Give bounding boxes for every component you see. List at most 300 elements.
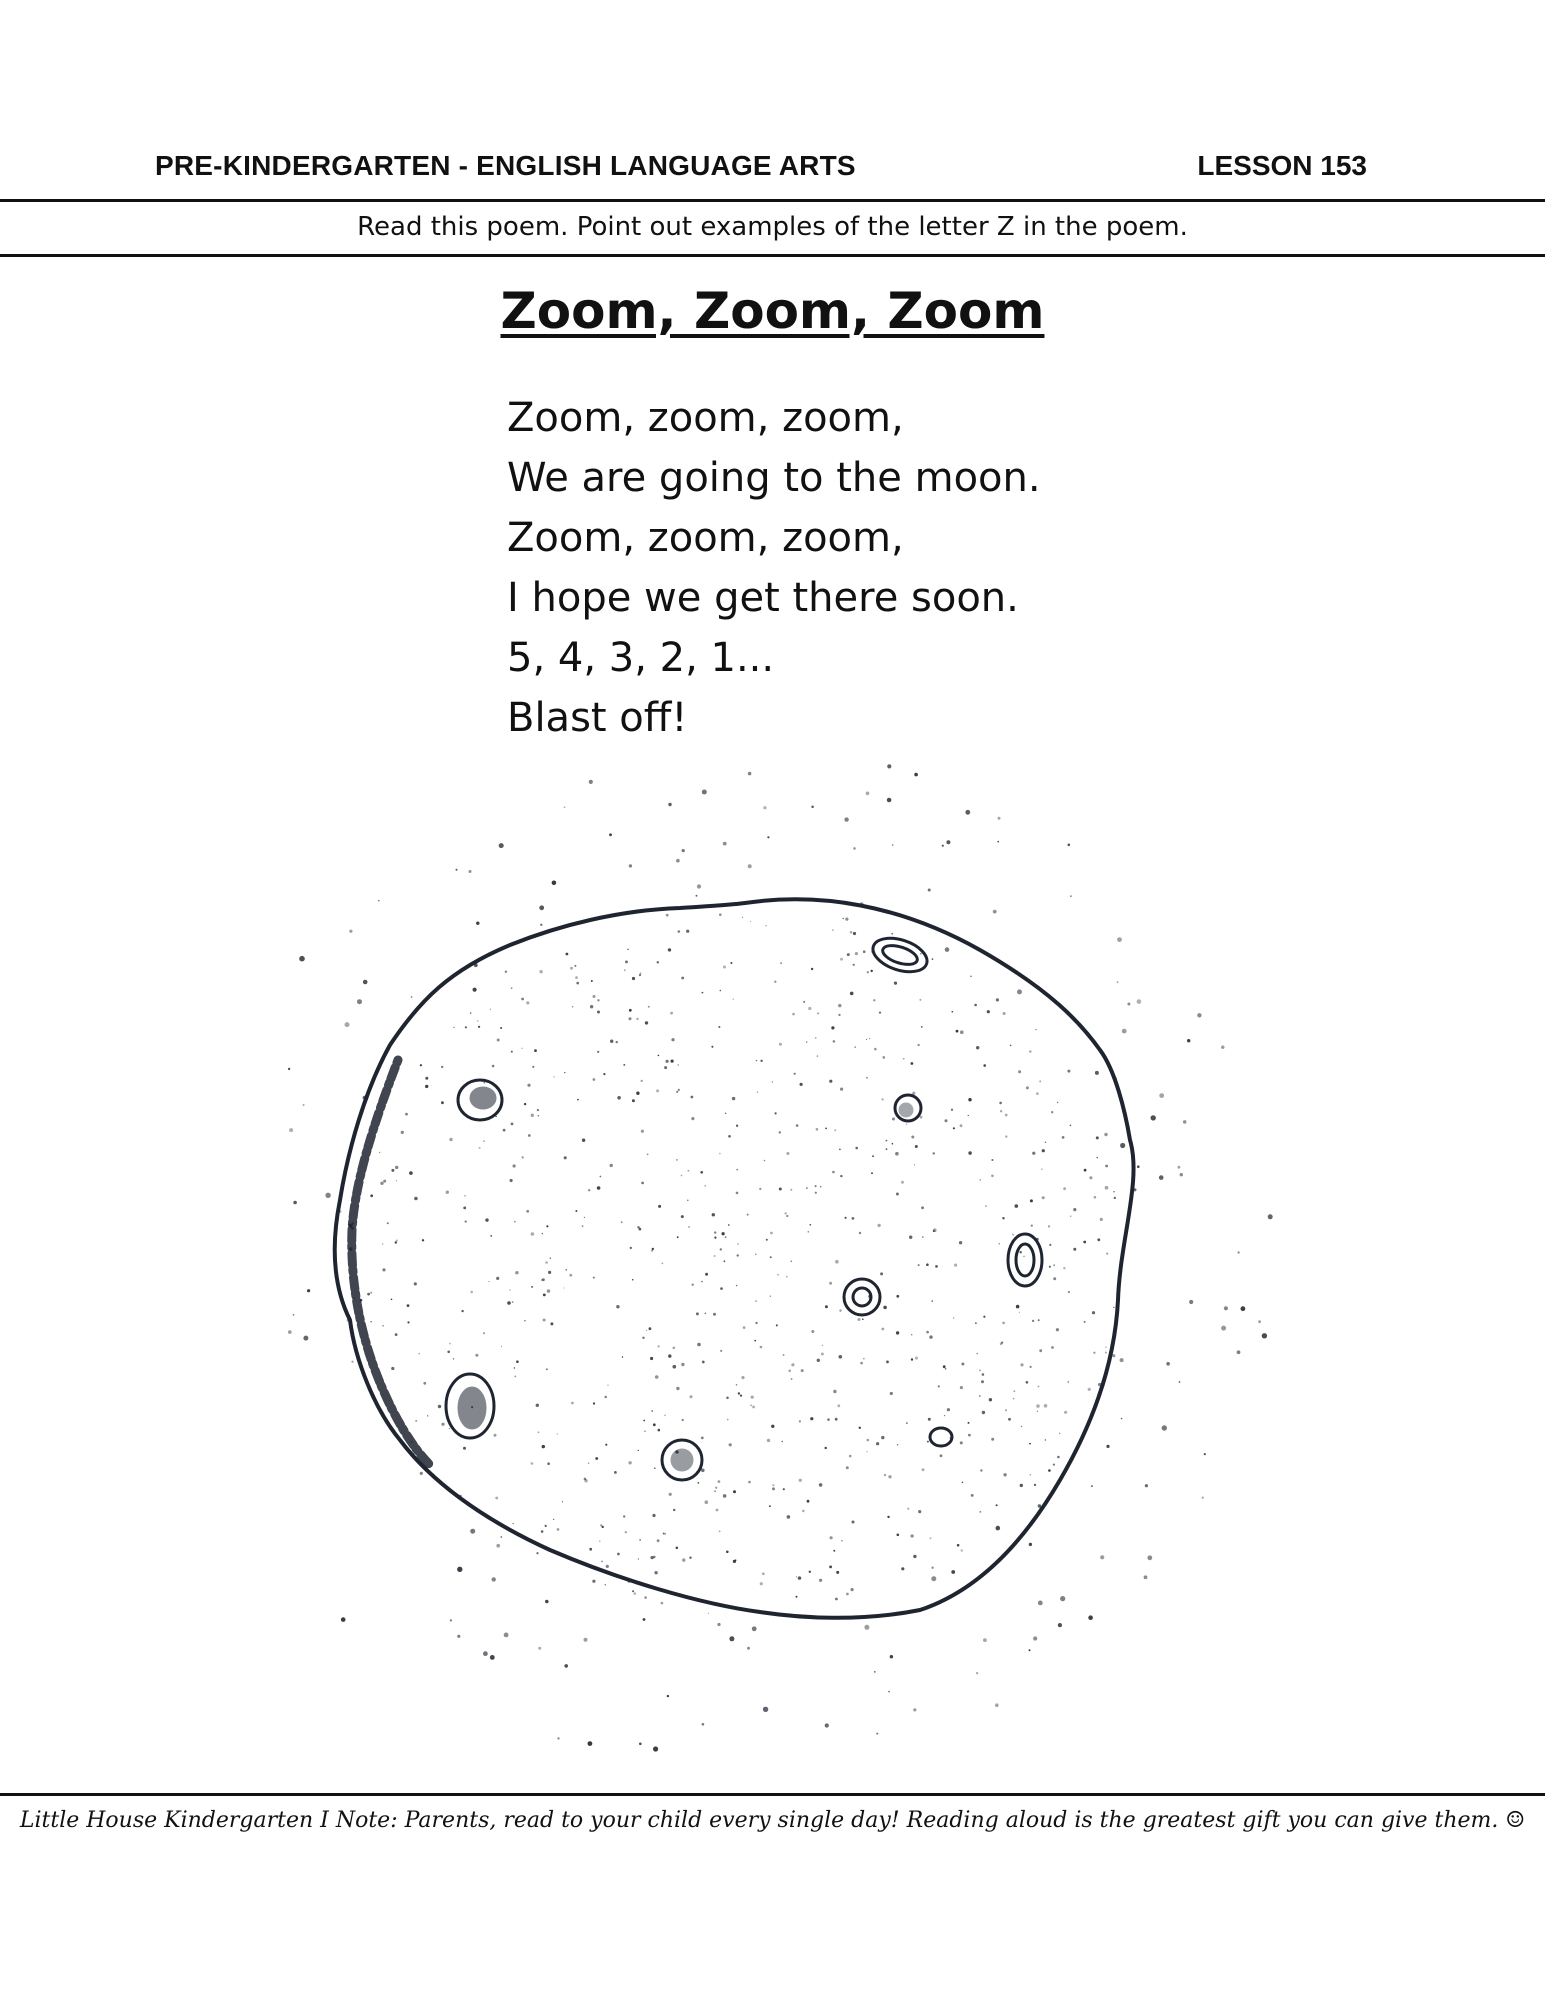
speckle xyxy=(638,1558,639,1559)
speckle xyxy=(483,1332,485,1334)
speckle xyxy=(846,1466,849,1469)
speckle xyxy=(730,962,732,964)
speckle xyxy=(796,1576,797,1577)
speckle xyxy=(636,1018,638,1020)
speckle xyxy=(757,1092,758,1093)
speckle xyxy=(1106,1253,1108,1255)
speckle xyxy=(492,1065,495,1068)
speckle xyxy=(956,1030,959,1033)
speckle xyxy=(775,1112,777,1114)
speckle xyxy=(697,1482,699,1484)
speckle xyxy=(666,914,669,917)
speckle xyxy=(671,1060,674,1063)
speckle xyxy=(545,1261,548,1264)
speckle xyxy=(897,1534,900,1537)
speckle xyxy=(1020,1363,1023,1366)
speckle xyxy=(995,1703,999,1707)
speckle xyxy=(1144,1575,1148,1579)
speckle xyxy=(288,1068,290,1070)
speckle xyxy=(378,900,380,902)
speckle xyxy=(860,1362,863,1365)
speckle xyxy=(926,1331,929,1334)
speckle xyxy=(642,1337,644,1339)
speckle xyxy=(1026,1381,1029,1384)
speckle xyxy=(876,1733,878,1735)
speckle xyxy=(469,870,472,873)
speckle xyxy=(477,1020,478,1021)
speckle xyxy=(449,1138,452,1141)
speckle xyxy=(787,1515,791,1519)
speckle xyxy=(918,1510,921,1513)
speckle xyxy=(806,1041,808,1043)
speckle xyxy=(661,1602,664,1605)
speckle xyxy=(632,1279,634,1281)
speckle xyxy=(1179,1381,1181,1383)
speckle xyxy=(829,1282,832,1285)
speckle xyxy=(538,1431,540,1433)
speckle xyxy=(913,1708,916,1711)
speckle xyxy=(656,1089,659,1092)
speckle xyxy=(425,1077,428,1080)
speckle xyxy=(1063,1267,1065,1269)
speckle xyxy=(957,1544,960,1547)
speckle xyxy=(676,1091,678,1093)
speckle xyxy=(658,1429,661,1432)
poem-line: I hope we get there soon. xyxy=(507,575,1019,621)
speckle xyxy=(846,1593,849,1596)
speckle xyxy=(1114,1197,1116,1199)
speckle xyxy=(303,1104,305,1106)
speckle xyxy=(686,930,689,933)
speckle xyxy=(696,1312,699,1315)
speckle xyxy=(725,1236,727,1238)
speckle xyxy=(1034,1484,1036,1486)
speckle xyxy=(407,1304,410,1307)
speckle xyxy=(564,806,566,808)
speckle xyxy=(947,1408,950,1411)
speckle xyxy=(478,1026,480,1028)
speckle xyxy=(391,1169,394,1172)
speckle xyxy=(484,1082,485,1083)
speckle xyxy=(951,1109,953,1111)
speckle xyxy=(449,1343,451,1345)
speckle xyxy=(991,1159,993,1161)
speckle xyxy=(708,1613,709,1614)
speckle xyxy=(892,844,894,846)
speckle xyxy=(405,1113,408,1116)
speckle xyxy=(1137,1165,1140,1168)
speckle xyxy=(689,1557,691,1559)
speckle xyxy=(554,1076,555,1077)
speckle xyxy=(839,1355,843,1359)
speckle xyxy=(917,1044,919,1046)
speckle xyxy=(825,1447,827,1449)
speckle xyxy=(681,1363,684,1366)
crater xyxy=(458,1080,502,1120)
speckle xyxy=(622,1356,623,1357)
speckle xyxy=(720,1287,723,1290)
speckle xyxy=(1197,1013,1201,1017)
speckle xyxy=(409,1171,413,1175)
speckle xyxy=(1084,1169,1087,1172)
speckle xyxy=(641,1182,644,1185)
speckle xyxy=(553,1519,554,1520)
speckle xyxy=(929,1335,932,1338)
speckle xyxy=(1100,1218,1103,1221)
speckle xyxy=(725,1113,726,1114)
speckle xyxy=(610,1164,613,1167)
speckle xyxy=(1053,1264,1055,1266)
speckle xyxy=(755,1322,757,1324)
speckle xyxy=(639,974,641,976)
speckle xyxy=(1003,1012,1006,1015)
speckle xyxy=(714,1255,716,1257)
speckle xyxy=(736,1125,738,1127)
speckle xyxy=(979,1511,981,1513)
speckle xyxy=(625,961,628,964)
speckle xyxy=(864,1625,869,1630)
speckle xyxy=(853,964,855,966)
speckle xyxy=(490,1009,491,1010)
speckle xyxy=(1106,1445,1109,1448)
speckle xyxy=(894,982,897,985)
speckle xyxy=(470,1529,475,1534)
speckle xyxy=(811,968,813,970)
speckle xyxy=(420,1064,422,1066)
speckle xyxy=(863,1358,864,1359)
speckle xyxy=(774,981,776,983)
speckle xyxy=(825,1723,829,1727)
speckle xyxy=(657,961,659,963)
crater xyxy=(930,1428,952,1446)
speckle xyxy=(1166,1362,1170,1366)
speckle xyxy=(1018,1070,1021,1073)
speckle xyxy=(970,976,971,977)
speckle xyxy=(729,1636,734,1641)
speckle xyxy=(844,817,848,821)
speckle xyxy=(676,859,680,863)
speckle xyxy=(833,1390,836,1393)
speckle xyxy=(511,1051,513,1053)
speckle xyxy=(407,1321,409,1323)
speckle xyxy=(456,869,458,871)
speckle xyxy=(441,1066,443,1068)
speckle xyxy=(1096,1136,1099,1139)
speckle xyxy=(830,1536,833,1539)
speckle xyxy=(788,1370,791,1373)
speckle xyxy=(591,980,593,982)
speckle xyxy=(697,1343,701,1347)
speckle xyxy=(942,845,944,847)
speckle xyxy=(1038,1319,1040,1321)
speckle xyxy=(446,1191,449,1194)
speckle xyxy=(869,1038,870,1039)
speckle xyxy=(1097,1157,1098,1158)
speckle xyxy=(1159,1093,1164,1098)
speckle xyxy=(796,1124,799,1127)
speckle xyxy=(765,925,766,926)
speckle xyxy=(817,1012,819,1014)
speckle xyxy=(815,1192,817,1194)
speckle xyxy=(953,1317,954,1318)
speckle xyxy=(1238,1251,1240,1253)
speckle xyxy=(597,1051,599,1053)
speckle xyxy=(547,1462,550,1465)
speckle xyxy=(881,1098,883,1100)
speckle xyxy=(1100,1555,1104,1559)
speckle xyxy=(289,1128,293,1132)
speckle xyxy=(859,1427,861,1429)
speckle xyxy=(977,1353,978,1354)
speckle xyxy=(718,1026,720,1028)
speckle xyxy=(1031,1225,1033,1227)
speckle xyxy=(441,1101,444,1104)
speckle xyxy=(779,1043,782,1046)
speckle xyxy=(395,1333,398,1336)
speckle xyxy=(1042,1196,1045,1199)
speckle xyxy=(834,1129,836,1131)
speckle xyxy=(557,1737,559,1739)
speckle xyxy=(945,1119,948,1122)
speckle xyxy=(465,1220,467,1222)
speckle xyxy=(1036,1404,1039,1407)
speckle xyxy=(497,1039,500,1042)
speckle xyxy=(1105,1186,1109,1190)
speckle xyxy=(1051,1346,1054,1349)
speckle xyxy=(810,1417,813,1420)
speckle xyxy=(288,1330,292,1334)
speckle xyxy=(1021,1426,1022,1427)
speckle xyxy=(449,1428,450,1429)
speckle xyxy=(1035,1029,1036,1030)
speckle xyxy=(737,1254,739,1256)
speckle xyxy=(453,1027,454,1028)
speckle xyxy=(711,1046,713,1048)
speckle xyxy=(566,953,569,956)
speckle xyxy=(842,918,844,920)
speckle xyxy=(983,1638,987,1642)
speckle xyxy=(702,992,704,994)
speckle xyxy=(981,1380,984,1383)
speckle xyxy=(732,1097,735,1100)
speckle xyxy=(1137,999,1142,1004)
speckle xyxy=(532,1066,534,1068)
speckle xyxy=(763,1707,768,1712)
speckle xyxy=(1237,1350,1241,1354)
speckle xyxy=(803,1001,805,1003)
speckle xyxy=(723,842,727,846)
speckle xyxy=(479,1147,481,1149)
speckle xyxy=(1012,1234,1014,1236)
speckle xyxy=(1059,1433,1060,1434)
speckle xyxy=(968,1434,971,1437)
speckle xyxy=(569,1274,572,1277)
speckle xyxy=(542,1233,543,1234)
speckle xyxy=(582,1139,585,1142)
speckle xyxy=(522,1156,524,1158)
speckle xyxy=(951,1570,955,1574)
speckle xyxy=(911,1136,914,1139)
speckle xyxy=(676,1387,679,1390)
speckle xyxy=(1183,1120,1187,1124)
speckle xyxy=(896,1193,899,1196)
speckle xyxy=(891,933,893,935)
speckle xyxy=(1038,1601,1043,1606)
speckle xyxy=(1070,895,1072,897)
speckle xyxy=(627,949,629,951)
speckle xyxy=(593,1402,595,1404)
speckle xyxy=(1029,1050,1031,1052)
speckle xyxy=(1045,1439,1046,1440)
speckle xyxy=(888,1691,890,1693)
poem-title: Zoom, Zoom, Zoom xyxy=(500,282,1045,340)
speckle xyxy=(786,1276,788,1278)
speckle xyxy=(1083,1241,1086,1244)
speckle xyxy=(632,1099,635,1102)
speckle xyxy=(515,1271,518,1274)
speckle xyxy=(597,1011,600,1014)
speckle xyxy=(935,1265,938,1268)
speckle xyxy=(1064,1411,1067,1414)
speckle xyxy=(996,1504,998,1506)
speckle xyxy=(1062,1136,1065,1139)
speckle xyxy=(702,1723,705,1726)
speckle xyxy=(599,1541,600,1542)
speckle xyxy=(670,1012,673,1015)
speckle xyxy=(867,1439,870,1442)
speckle xyxy=(576,982,579,985)
speckle xyxy=(655,1375,659,1379)
speckle xyxy=(632,1590,634,1592)
speckle xyxy=(928,889,931,892)
header-divider-bottom xyxy=(0,254,1545,257)
speckle xyxy=(809,1571,811,1573)
speckle xyxy=(1002,1217,1004,1219)
speckle xyxy=(453,1358,454,1359)
speckle xyxy=(771,1425,774,1428)
speckle xyxy=(874,1048,877,1051)
speckle xyxy=(811,806,814,809)
speckle xyxy=(736,1169,738,1171)
speckle xyxy=(962,1482,964,1484)
speckle xyxy=(991,1175,994,1178)
speckle xyxy=(438,1405,441,1408)
speckle xyxy=(781,1441,783,1443)
speckle xyxy=(887,764,891,768)
speckle xyxy=(971,1494,974,1497)
speckle xyxy=(538,1115,539,1116)
speckle xyxy=(726,1551,729,1554)
speckle xyxy=(785,1212,787,1214)
speckle xyxy=(1019,1312,1020,1313)
speckle xyxy=(546,1368,548,1370)
speckle xyxy=(919,999,921,1001)
speckle xyxy=(325,1193,330,1198)
speckle xyxy=(853,847,856,850)
speckle xyxy=(914,1164,915,1165)
speckle xyxy=(638,1450,639,1451)
moon-illustration xyxy=(280,760,1280,1760)
speckle xyxy=(832,1171,835,1174)
speckle xyxy=(750,921,751,922)
speckle xyxy=(901,1181,904,1184)
speckle xyxy=(691,1117,694,1120)
speckle xyxy=(991,1438,994,1441)
speckle xyxy=(821,1353,824,1356)
speckle xyxy=(537,1109,539,1111)
speckle xyxy=(922,1236,924,1238)
speckle xyxy=(852,1521,855,1524)
speckle xyxy=(644,1430,646,1432)
speckle xyxy=(425,1085,428,1088)
speckle xyxy=(1104,1133,1107,1136)
speckle xyxy=(601,1561,603,1563)
speckle xyxy=(1088,1615,1093,1620)
speckle xyxy=(636,1092,639,1095)
speckle xyxy=(1105,1352,1107,1354)
speckle xyxy=(496,1544,500,1548)
speckle xyxy=(1029,1443,1031,1445)
speckle xyxy=(859,1232,861,1234)
speckle xyxy=(886,1361,889,1364)
course-title: PRE-KINDERGARTEN - ENGLISH LANGUAGE ARTS xyxy=(155,150,856,181)
speckle xyxy=(572,1006,573,1007)
speckle xyxy=(293,1314,295,1316)
speckle xyxy=(616,1305,619,1308)
speckle xyxy=(896,1331,899,1334)
speckle xyxy=(592,1580,595,1583)
speckle xyxy=(996,1526,1001,1531)
speckle xyxy=(383,1180,386,1183)
speckle xyxy=(883,1306,887,1310)
speckle xyxy=(574,965,576,967)
speckle xyxy=(673,1365,677,1369)
speckle xyxy=(920,953,922,955)
speckle xyxy=(1084,1321,1086,1323)
speckle xyxy=(1070,1125,1072,1127)
speckle xyxy=(901,1567,904,1570)
speckle xyxy=(736,1285,738,1287)
speckle xyxy=(968,1115,969,1116)
speckle xyxy=(1145,1484,1148,1487)
speckle xyxy=(629,1009,632,1012)
speckle xyxy=(527,1084,530,1087)
speckle xyxy=(1060,1596,1065,1601)
speckle xyxy=(1013,1390,1015,1392)
speckle xyxy=(543,1294,546,1297)
speckle xyxy=(629,864,632,867)
speckle xyxy=(743,1326,746,1329)
speckle xyxy=(1180,1173,1183,1176)
speckle xyxy=(597,1186,601,1190)
speckle xyxy=(1204,1453,1206,1455)
speckle xyxy=(557,1528,560,1531)
speckle xyxy=(1241,1306,1246,1311)
speckle xyxy=(1063,1187,1066,1190)
speckle xyxy=(524,1103,526,1105)
speckle xyxy=(918,1264,920,1266)
speckle xyxy=(1005,1114,1008,1117)
speckle xyxy=(1089,1176,1092,1179)
speckle xyxy=(872,1155,874,1157)
speckle xyxy=(815,1185,817,1187)
speckle xyxy=(906,1422,908,1424)
speckle xyxy=(960,1124,963,1127)
speckle xyxy=(968,1422,970,1424)
speckle xyxy=(1049,1244,1051,1246)
speckle xyxy=(1039,1349,1042,1352)
speckle xyxy=(664,1066,667,1069)
